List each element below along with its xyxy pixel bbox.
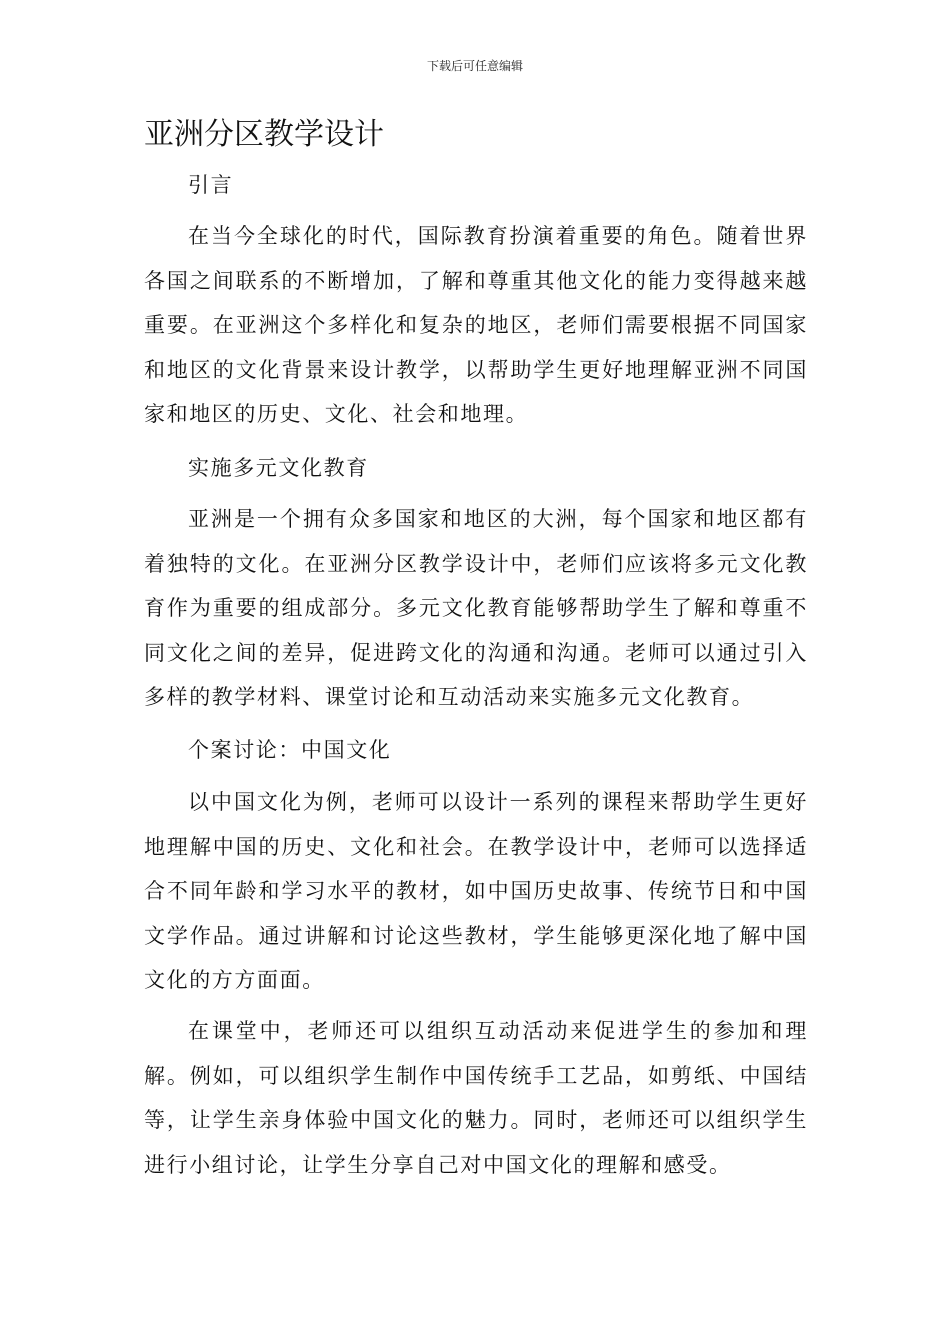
section-heading-intro: 引言 [188, 173, 234, 197]
paragraph: 在当今全球化的时代，国际教育扮演着重要的角色。随着世界各国之间联系的不断增加，了解和尊重其他文化的能力变得越来越重要。在亚洲这个多样化和复杂的地区，老师们需要根据不同国家和地区的文化背景来设计教学，以帮助学生更好地理解亚洲不同国家和地区的历史、文化、社会和地理。 [144, 224, 808, 426]
section-body-case-study-2 [144, 1009, 808, 1187]
section-body-intro [144, 214, 808, 437]
paragraph: 以中国文化为例，老师可以设计一系列的课程来帮助学生更好地理解中国的历史、文化和社会。在教学设计中，老师可以选择适合不同年龄和学习水平的教材，如中国历史故事、传统节日和中国文学作品。通过讲解和讨论这些教材，学生能够更深化地了解中国文化的方方面面。 [144, 790, 808, 992]
paragraph: 亚洲是一个拥有众多国家和地区的大洲，每个国家和地区都有着独特的文化。在亚洲分区教学设计中，老师们应该将多元文化教育作为重要的组成部分。多元文化教育能够帮助学生了解和尊重不同文化之间的差异，促进跨文化的沟通和沟通。老师可以通过引入多样的教学材料、课堂讨论和互动活动来实施多元文化教育。 [144, 507, 808, 709]
paragraph: 在课堂中，老师还可以组织互动活动来促进学生的参加和理解。例如，可以组织学生制作中国传统手工艺品，如剪纸、中国结等，让学生亲身体验中国文化的魅力。同时，老师还可以组织学生进行小组讨论，让学生分享自己对中国文化的理解和感受。 [144, 1019, 808, 1177]
page-header-note: 下载后可任意编辑 [426, 59, 523, 73]
section-heading-case-study: 个案讨论：中国文化 [188, 738, 392, 762]
section-body-multicultural [144, 497, 808, 720]
section-heading-multicultural: 实施多元文化教育 [188, 456, 369, 480]
section-body-case-study-1 [144, 780, 808, 1003]
document-title: 亚洲分区教学设计 [144, 117, 384, 152]
